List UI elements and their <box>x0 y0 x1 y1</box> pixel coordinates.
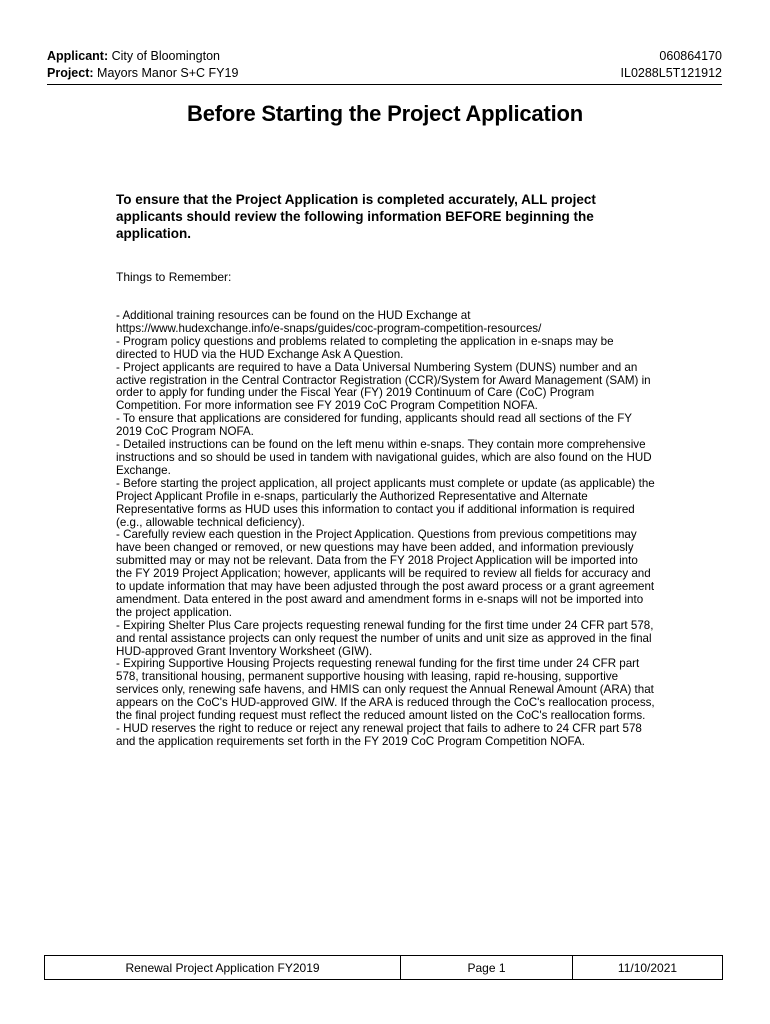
list-item: - Expiring Supportive Housing Projects requesting renewal funding for the first time under 24 CFR part 578, transitional housing, permanent supportive housing with leasing, rapid re-housing, supportive services only, renewing safe havens, and HMIS can only request the Annual Renewal Amount (ARA) that appears on the CoC's HUD-approved GIW. If the ARA is reduced through the CoC's reallocation process, the final project funding request must reflect the reduced amount listed on the CoC's reallocation forms. <box>116 657 655 723</box>
applicant-id: 060864170 <box>659 49 722 63</box>
applicant-info <box>47 48 220 65</box>
header-applicant-row <box>47 48 722 65</box>
list-item: - Expiring Shelter Plus Care projects requesting renewal funding for the first time under 24 CFR part 578, and rental assistance projects can only request the number of units and unit size as approved in the final HUD-approved Grant Inventory Worksheet (GIW). <box>116 618 654 658</box>
list-item: - To ensure that applications are considered for funding, applicants should read all sections of the FY 2019 CoC Program NOFA. <box>116 412 632 439</box>
list-item: - Project applicants are required to have a Data Universal Numbering System (DUNS) number and an active registration in the Central Contractor Registration (CCR)/System for Award Management (SAM) in order to apply for funding under the Fiscal Year (FY) 2019 Continuum of Care (CoC) Program Competition. For more information see FY 2019 CoC Program Competition NOFA. <box>116 360 651 413</box>
project-id: IL0288L5T121912 <box>620 66 722 80</box>
project-info <box>47 65 238 82</box>
applicant-label: Applicant: <box>47 49 109 63</box>
list-item: - Before starting the project application, all project applicants must complete or update (as applicable) the Project Applicant Profile in e-snaps, particularly the Authorized Representative and Alternate Representative forms as HUD uses this information to contact you if additional information is required (e.g., allowable technical deficiency). <box>116 476 655 529</box>
header-project-row <box>47 65 722 82</box>
page-title: Before Starting the Project Application <box>187 101 583 126</box>
page-footer <box>44 955 723 980</box>
list-item: - Additional training resources can be found on the HUD Exchange at <box>116 309 471 322</box>
footer-date: 11/10/2021 <box>617 960 678 975</box>
list-item: - Program policy questions and problems related to completing the application in e-snaps may be directed to HUD via the HUD Exchange Ask A Question. <box>116 334 614 361</box>
list-item: - Detailed instructions can be found on the left menu within e-snaps. They contain more comprehensive instructions and so should be used in tandem with navigational guides, which are also found on the HUD Exchange. <box>116 438 652 477</box>
footer-form-name: Renewal Project Application FY2019 <box>45 956 401 979</box>
intro-text: To ensure that the Project Application is completed accurately, ALL project applicants should review the following information BEFORE beginning the application. <box>116 192 596 241</box>
footer-page-number: Page 1 <box>401 956 573 979</box>
list-item: - Carefully review each question in the Project Application. Questions from previous competitions may have been changed or removed, or new questions may have been added, and information previously submitted may or may not be relevant. Data from the FY 2018 Project Application will be imported into the FY 2019 Project Application; however, applicants will be required to review all fields for accuracy and to update information that may have been adjusted through the post award process or a grant agreement amendment. Data entered in the post award and amendment forms in e-snaps will not be imported into the project application. <box>116 528 655 619</box>
list-item: - HUD reserves the right to reduce or reject any renewal project that fails to adhere to 24 CFR part 578 and the application requirements set forth in the FY 2019 CoC Program Competition NOFA. <box>116 722 642 748</box>
project-name: Mayors Manor S+C FY19 <box>97 66 239 80</box>
remember-list <box>116 310 656 749</box>
applicant-name: City of Bloomington <box>111 49 220 63</box>
page-header <box>47 48 722 85</box>
project-label: Project: <box>47 66 94 80</box>
resource-link[interactable]: https://www.hudexchange.info/e-snaps/guides/coc-program-competition-resources/ <box>116 321 542 335</box>
remember-heading: Things to Remember: <box>116 270 232 284</box>
